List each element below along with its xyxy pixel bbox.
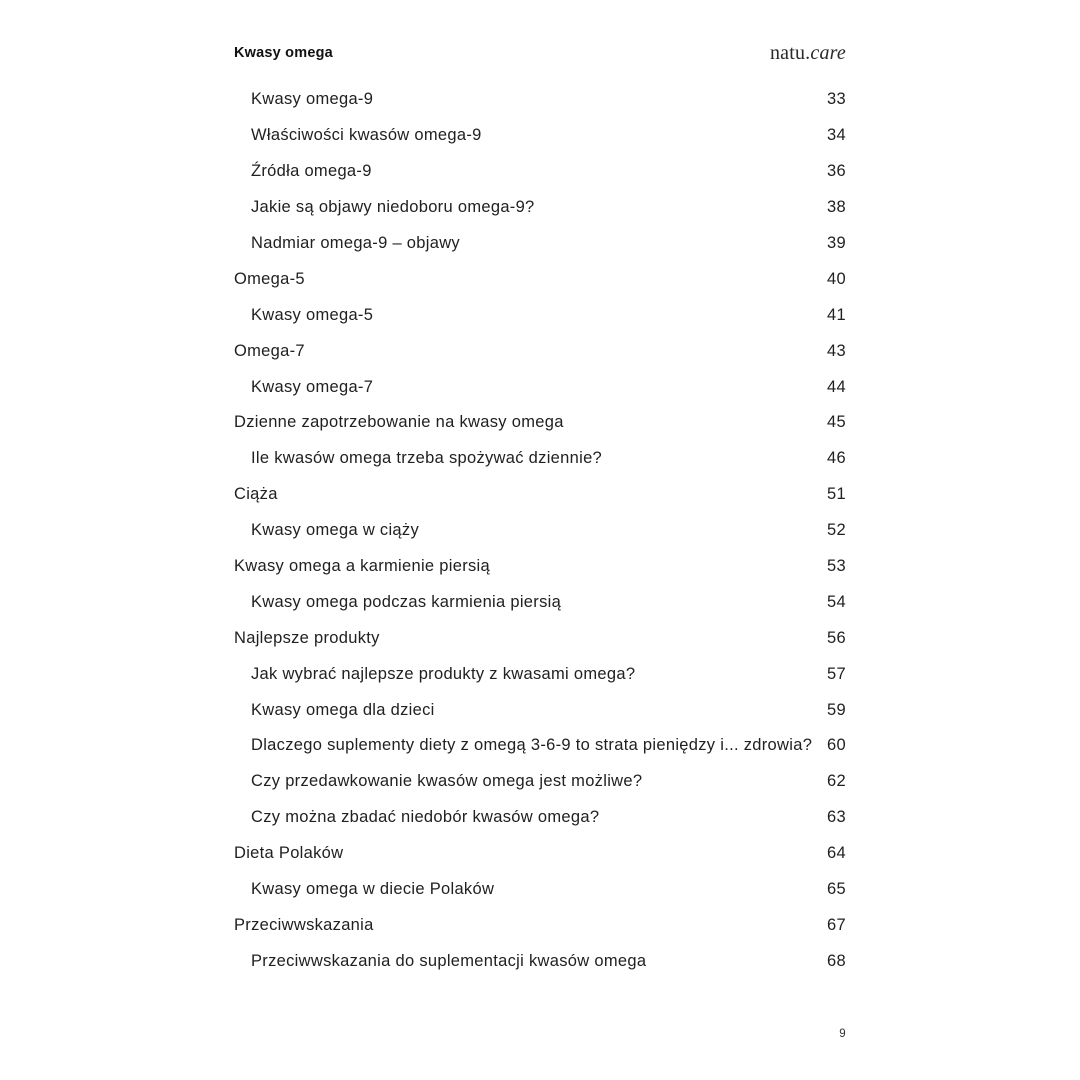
toc-entry-page-number: 34: [827, 126, 846, 145]
toc-entry-page-number: 40: [827, 269, 846, 288]
toc-entry-label: Przeciwwskazania do suplementacji kwasów omega: [251, 951, 647, 970]
toc-entry[interactable]: [234, 333, 846, 369]
toc-entry[interactable]: [234, 297, 846, 333]
toc-entry-label: Ciąża: [234, 485, 278, 504]
toc-entry[interactable]: [234, 441, 846, 477]
toc-entry[interactable]: [234, 513, 846, 549]
toc-entry-page-number: 44: [827, 377, 846, 396]
toc-entry[interactable]: [234, 692, 846, 728]
footer-page-number: 9: [839, 1028, 846, 1040]
toc-entry[interactable]: [234, 82, 846, 118]
toc-entry-page-number: 51: [827, 485, 846, 504]
toc-entry-label: Kwasy omega w ciąży: [251, 521, 420, 540]
toc-entry-label: Dlaczego suplementy diety z omegą 3-6-9 to strata pieniędzy i... zdrowia?: [251, 736, 813, 755]
toc-entry-page-number: 36: [827, 162, 846, 181]
toc-entry-page-number: 64: [827, 844, 846, 863]
toc-entry-label: Kwasy omega w diecie Polaków: [251, 880, 495, 899]
toc-entry-page-number: 38: [827, 198, 846, 217]
toc-entry[interactable]: [234, 477, 846, 513]
toc-entry-label: Przeciwwskazania: [234, 915, 374, 934]
logo-text-natu: natu.: [769, 41, 811, 64]
toc-entry[interactable]: [234, 620, 846, 656]
toc-entry-page-number: 52: [827, 521, 846, 540]
toc-entry-page-number: 57: [827, 664, 846, 683]
toc-entry-label: Nadmiar omega-9 – objawy: [251, 234, 460, 252]
toc-entry-label: Kwasy omega-5: [251, 305, 374, 324]
toc-entry-page-number: 65: [827, 880, 846, 899]
toc-entry[interactable]: [234, 656, 846, 692]
toc-entry-page-number: 67: [827, 915, 846, 934]
toc-entry-page-number: 56: [827, 628, 846, 647]
toc-entry[interactable]: [234, 549, 846, 585]
toc-entry-page-number: 62: [827, 772, 846, 791]
toc-entry-label: Kwasy omega dla dzieci: [251, 700, 435, 719]
toc-entry-label: Czy można zbadać niedobór kwasów omega?: [251, 808, 600, 827]
toc-entry-label: Omega-5: [234, 269, 305, 288]
toc-entry-label: Ile kwasów omega trzeba spożywać dziennie?: [251, 449, 603, 468]
toc-entry-label: Kwasy omega-7: [251, 377, 374, 396]
toc-entry-label: Jak wybrać najlepsze produkty z kwasami omega?: [251, 664, 636, 683]
toc-entry-page-number: 60: [827, 736, 846, 755]
toc-entry-page-number: 46: [827, 449, 846, 468]
toc-entry-label: Najlepsze produkty: [234, 628, 380, 647]
toc-entry[interactable]: [234, 118, 846, 154]
toc-entry[interactable]: [234, 907, 846, 943]
toc-entry-page-number: 59: [827, 700, 846, 719]
toc-entry[interactable]: [234, 836, 846, 872]
toc-entry-page-number: 63: [827, 808, 846, 827]
toc-entry[interactable]: [234, 943, 846, 979]
toc-entry[interactable]: [234, 800, 846, 836]
toc-entry[interactable]: [234, 154, 846, 190]
natucare-logo: [770, 42, 846, 65]
toc-entry-page-number: 33: [827, 90, 846, 109]
toc-entry-page-number: 45: [827, 413, 846, 432]
toc-entry[interactable]: [234, 584, 846, 620]
toc-entry-label: Właściwości kwasów omega-9: [251, 126, 482, 145]
toc-entry[interactable]: [234, 226, 846, 262]
toc-entry[interactable]: [234, 190, 846, 226]
toc-entry-label: Jakie są objawy niedoboru omega-9?: [251, 198, 535, 217]
toc-entry[interactable]: [234, 872, 846, 908]
toc-entry-page-number: 54: [827, 592, 846, 611]
toc-entry-label: Omega-7: [234, 341, 305, 360]
toc-entry-label: Czy przedawkowanie kwasów omega jest możliwe?: [251, 772, 643, 791]
page-header: [234, 40, 846, 66]
toc-entry-label: Kwasy omega-9: [251, 90, 374, 109]
toc-entry[interactable]: [234, 728, 846, 764]
toc-entry-page-number: 43: [827, 341, 846, 360]
toc-entry-page-number: 68: [827, 951, 846, 970]
logo-text-care: care: [810, 41, 846, 64]
toc-entry-label: Kwasy omega a karmienie piersią: [234, 557, 490, 576]
toc-entry[interactable]: [234, 764, 846, 800]
toc-entry[interactable]: [234, 369, 846, 405]
toc-entry-label: Źródła omega-9: [251, 162, 372, 181]
toc-entry-page-number: 41: [827, 305, 846, 324]
toc-entry-label: Dieta Polaków: [234, 844, 344, 863]
toc-list: [234, 82, 846, 979]
toc-entry[interactable]: [234, 261, 846, 297]
running-header-title: Kwasy omega: [234, 45, 333, 61]
toc-entry-label: Kwasy omega podczas karmienia piersią: [251, 592, 562, 611]
page-footer: [234, 1024, 846, 1042]
toc-entry-page-number: 39: [827, 234, 846, 252]
toc-entry-page-number: 53: [827, 557, 846, 576]
toc-entry[interactable]: [234, 405, 846, 441]
toc-entry-label: Dzienne zapotrzebowanie na kwasy omega: [234, 413, 564, 432]
